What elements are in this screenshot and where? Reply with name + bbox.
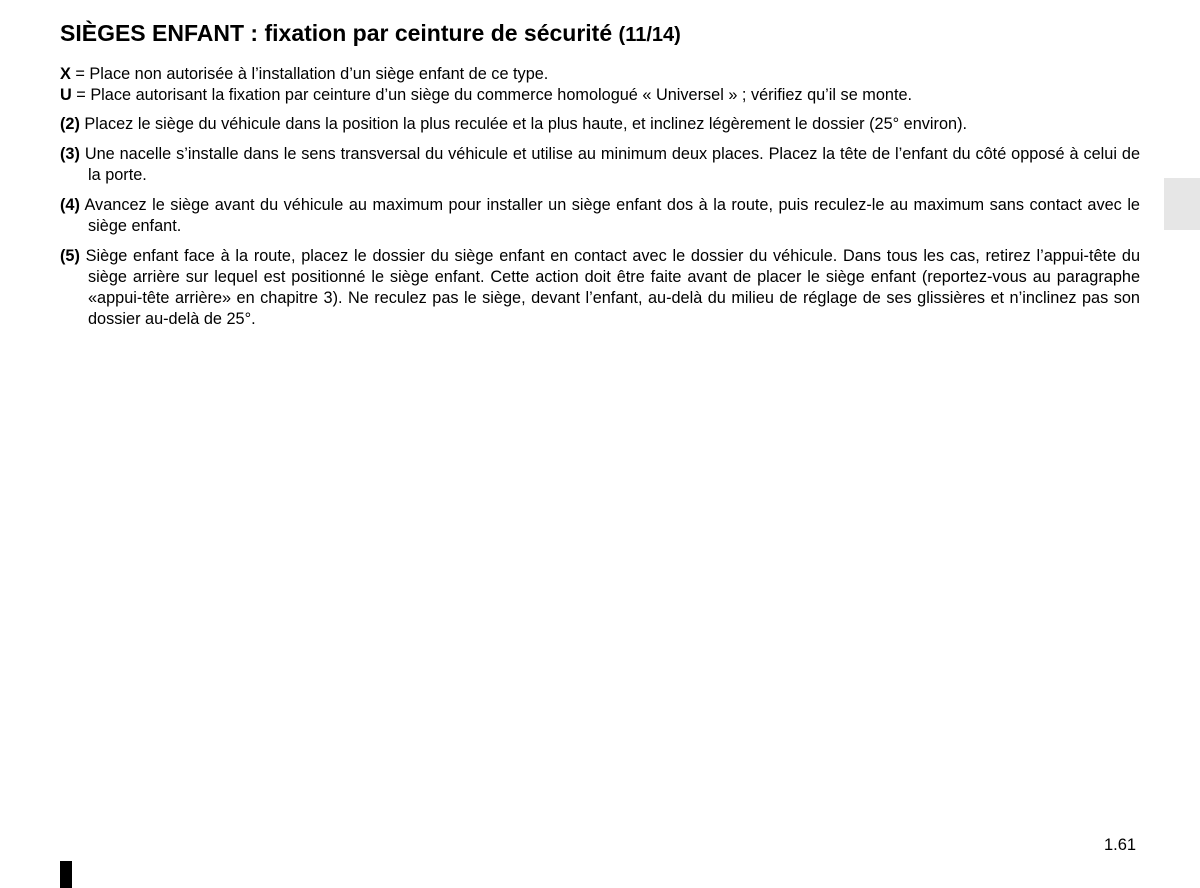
note-text: Une nacelle s’installe dans le sens transversal du véhicule et utilise au minimum deux places. Placez la tête de l’enfant du côté opposé à celui de la porte. bbox=[79, 145, 1140, 184]
title-main: SIÈGES ENFANT : fixation par ceinture de sécurité bbox=[60, 20, 613, 46]
legend-item-u bbox=[60, 85, 1150, 106]
note-4 bbox=[60, 195, 1140, 237]
note-text: Placez le siège du véhicule dans la position la plus reculée et la plus haute, et inclinez légèrement le dossier (25° environ). bbox=[79, 115, 968, 133]
note-number: (5) bbox=[60, 247, 80, 265]
note-text: Siège enfant face à la route, placez le dossier du siège enfant en contact avec le dossier du véhicule. Dans tous les cas, retirez l’appui-tête du siège arrière sur lequel est positionné le siège enfant. Cette action doit être faite avant de placer le siège enfant (reportez-vous au paragraphe «appui-tête arrière» en chapitre 3). Ne reculez pas le siège, devant l’enfant, au-delà du milieu de réglage de ses glissières et n’inclinez pas son dossier au-delà de 25°. bbox=[79, 247, 1140, 328]
legend-item-x bbox=[60, 64, 1150, 85]
note-number: (4) bbox=[60, 196, 80, 214]
corner-mark bbox=[60, 861, 72, 888]
note-3 bbox=[60, 144, 1140, 186]
note-text: Avancez le siège avant du véhicule au maximum pour installer un siège enfant dos à la route, puis reculez-le au maximum sans contact avec le siège enfant. bbox=[79, 196, 1140, 235]
legend-text: = Place autorisant la fixation par ceinture d’un siège du commerce homologué « Universel » ; vérifiez qu’il se monte. bbox=[71, 86, 913, 104]
note-number: (2) bbox=[60, 115, 80, 133]
page-number: 1.61 bbox=[1104, 836, 1137, 854]
legend-key: U bbox=[60, 86, 72, 104]
notes-list bbox=[60, 114, 1140, 339]
title-part: (11/14) bbox=[618, 24, 681, 46]
legend-key: X bbox=[60, 65, 71, 83]
page-title bbox=[60, 20, 681, 47]
note-2 bbox=[60, 114, 1140, 135]
chapter-tab bbox=[1164, 178, 1200, 230]
note-5 bbox=[60, 246, 1140, 330]
note-number: (3) bbox=[60, 145, 80, 163]
legend-text: = Place non autorisée à l’installation d’un siège enfant de ce type. bbox=[70, 65, 549, 83]
legend bbox=[60, 64, 1150, 106]
